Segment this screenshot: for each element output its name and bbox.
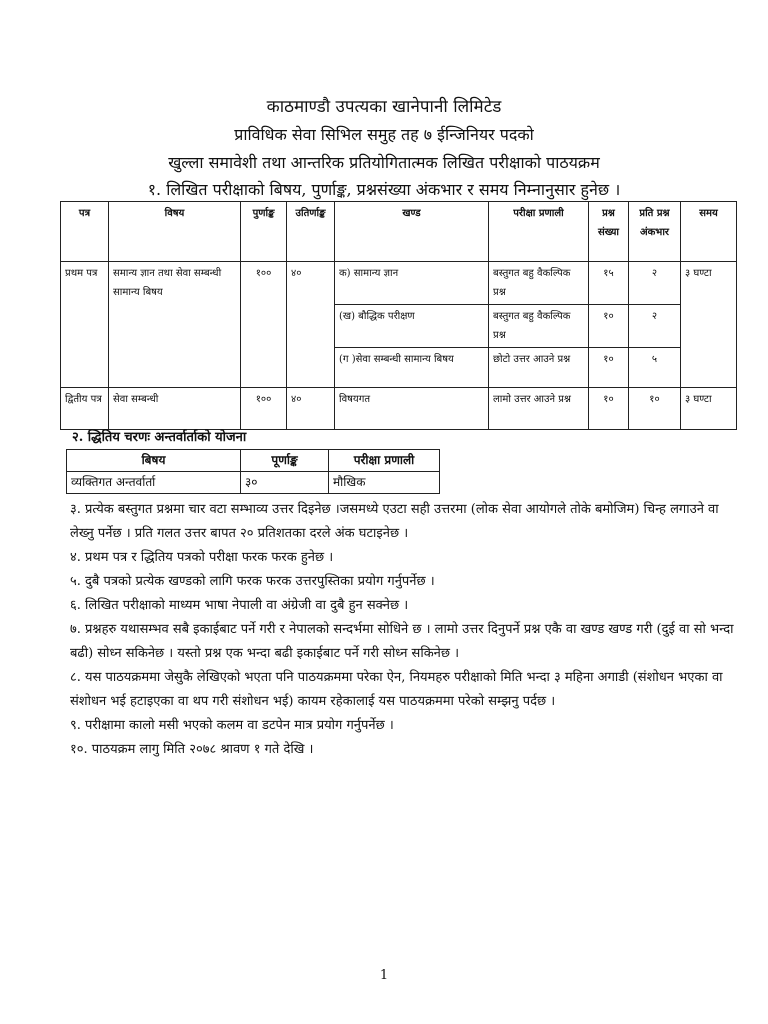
interview-method: मौखिक [329,472,440,494]
paper2-subject: सेवा सम्बन्धी [109,388,241,430]
paper1-name: प्रथम पत्र [61,262,109,388]
paper2-method: लामो उत्तर आउने प्रश्न [489,388,589,430]
paper1-section-a: क) सामान्य ज्ञान [335,262,489,305]
paper1-method-b: बस्तुगत बहु वैकल्पिक प्रश्न [489,305,589,348]
paper1-section-c: (ग )सेवा सम्बन्धी सामान्य बिषय [335,348,489,388]
notes-list [70,498,740,762]
col-header-full-marks: पुर्णाङ्क [241,202,287,262]
note-item: ८. यस पाठयक्रममा जेसुकै लेखिएको भएता पनि पाठयक्रममा परेका ऐन, नियमहरु परीक्षाको मिति भन्दा ३ महिना अगाडी (संशोधन भएका वा संशोधन भई हटाइएका वा थप गरी संशोधन भई) कायम रहेकालाई यस पाठयक्रममा परेको सम्झनु पर्दछ । [70,670,723,709]
interview-table [66,449,440,494]
section1-title: १. लिखित परीक्षाको बिषय, पुर्णाङ्क, प्रश्नसंख्या अंकभार र समय निम्नानुसार हुनेछ । [147,180,621,199]
col-header-method: परीक्षा प्रणाली [489,202,589,262]
service-title: प्राविधिक सेवा सिभिल समुह तह ७ ईन्जिनियर पदको [234,125,534,144]
section2-title: २. द्धितिय चरणः अन्तर्वार्ताको योजना [72,430,247,445]
paper1-marks-c: ५ [629,348,681,388]
note-item: ३. प्रत्येक बस्तुगत प्रश्नमा चार वटा सम्भाव्य उत्तर दिइनेछ ।जसमध्ये एउटा सही उत्तरमा (लोक सेवा आयोगले तोके बमोजिम) चिन्ह लगाउने वा लेख्नु पर्नेछ । प्रति गलत उत्तर बापत २० प्रतिशतका दरले अंक घटाइनेछ । [70,502,719,541]
table-header-row [61,202,737,262]
paper1-count-c: १० [589,348,629,388]
paper1-pass-marks: ४० [287,262,335,388]
col-header-full-marks: पूर्णाङ्क [241,450,329,472]
interview-full-marks: ३० [241,472,329,494]
table-row [61,388,737,430]
col-header-subject: विषय [109,202,241,262]
note-item: ६. लिखित परीक्षाको माध्यम भाषा नेपाली वा अंग्रेजी वा दुबै हुन सक्नेछ । [70,598,409,613]
col-header-paper: पत्र [61,202,109,262]
table-header-row [67,450,440,472]
paper2-count: १० [589,388,629,430]
table-row [61,262,737,305]
exam-title: खुल्ला समावेशी तथा आन्तरिक प्रतियोगितात्मक लिखित परीक्षाको पाठयक्रम [168,153,600,172]
paper2-name: द्वितीय पत्र [61,388,109,430]
paper1-count-b: १० [589,305,629,348]
note-item: १०. पाठयक्रम लागु मिति २०७८ श्रावण १ गते देखि । [70,742,314,757]
col-header-pass-marks: उतिर्णाङ्क [287,202,335,262]
paper1-subject: समान्य ज्ञान तथा सेवा सम्बन्धी सामान्य बिषय [109,262,241,388]
paper2-pass-marks: ४० [287,388,335,430]
paper1-time: ३ घण्टा [681,262,737,388]
paper2-section: विषयगत [335,388,489,430]
col-header-marks-per-question: प्रति प्रश्न अंकभार [629,202,681,262]
col-header-time: समय [681,202,737,262]
paper1-marks-b: २ [629,305,681,348]
paper2-marks: १० [629,388,681,430]
col-header-question-count: प्रश्न संख्या [589,202,629,262]
paper1-method-c: छोटो उत्तर आउने प्रश्न [489,348,589,388]
note-item: ७. प्रश्नहरु यथासम्भव सबै इकाईबाट पर्ने गरी र नेपालको सन्दर्भमा सोधिने छ । लामो उत्तर दिनुपर्ने प्रश्न एकै वा खण्ड खण्ड गरी (दुई वा सो भन्दा बढी) सोध्न सकिनेछ । यस्तो प्रश्न एक भन्दा बढी इकाईबाट पर्ने गरी सोध्न सकिनेछ । [70,622,734,661]
table-row [67,472,440,494]
paper2-full-marks: १०० [241,388,287,430]
page-number: 1 [379,968,389,983]
note-item: ९. परीक्षामा कालो मसी भएको कलम वा डटपेन मात्र प्रयोग गर्नुपर्नेछ । [70,718,394,733]
paper1-section-b: (ख) बौद्धिक परीक्षण [335,305,489,348]
paper1-full-marks: १०० [241,262,287,388]
paper1-marks-a: २ [629,262,681,305]
note-item: ४. प्रथम पत्र र द्धितिय पत्रको परीक्षा फरक फरक हुनेछ । [70,550,334,565]
paper2-time: ३ घण्टा [681,388,737,430]
col-header-method: परीक्षा प्रणाली [329,450,440,472]
note-item: ५. दुबै पत्रको प्रत्येक खण्डको लागि फरक फरक उत्तरपुस्तिका प्रयोग गर्नुपर्नेछ । [70,574,435,589]
col-header-section: खण्ड [335,202,489,262]
paper1-method-a: बस्तुगत बहु वैकल्पिक प्रश्न [489,262,589,305]
written-exam-table [60,201,737,430]
interview-subject: व्यक्तिगत अन्तर्वार्ता [67,472,241,494]
paper1-count-a: १५ [589,262,629,305]
org-title: काठमाण्डौ उपत्यका खानेपानी लिमिटेड [266,97,502,117]
col-header-subject: बिषय [67,450,241,472]
